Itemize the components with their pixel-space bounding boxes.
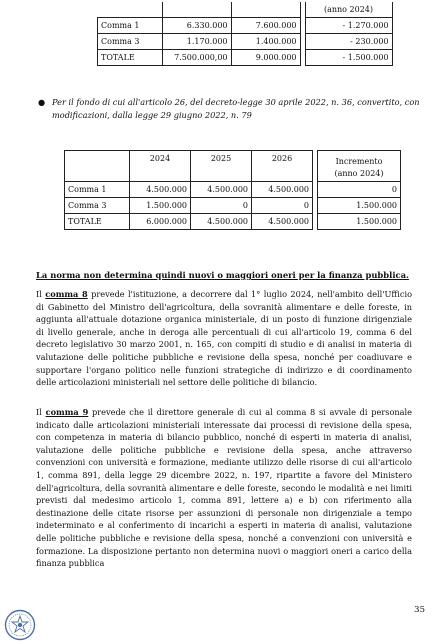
cell-value: 4.500.000	[130, 182, 191, 198]
cell-value: 4.500.000	[191, 182, 252, 198]
cell-value: 0	[252, 198, 313, 214]
cell-value: 1.400.000	[231, 34, 300, 50]
table-header-row	[65, 151, 401, 167]
cell-value: - 1.500.000	[305, 50, 392, 66]
column-header-anno: (anno 2024)	[305, 2, 392, 18]
cell-value: - 1.270.000	[305, 18, 392, 34]
cell-value: 1.500.000	[318, 214, 401, 230]
row-label: TOTALE	[65, 214, 130, 230]
cell-value: 7.500.000,00	[162, 50, 231, 66]
page-number: 35	[414, 605, 425, 615]
cell-value: 1.500.000	[318, 198, 401, 214]
cell-value: 0	[318, 182, 401, 198]
cell-value: 9.000.000	[231, 50, 300, 66]
emblem-seal-icon	[4, 609, 36, 641]
cell-value: 1.500.000	[130, 198, 191, 214]
table-row	[65, 198, 401, 214]
row-label: Comma 1	[98, 18, 163, 34]
table-header-row	[98, 2, 393, 18]
table-row	[65, 214, 401, 230]
section-heading: La norma non determina quindi nuovi o maggiori oneri per la finanza pubblica.	[36, 270, 409, 280]
table-row	[98, 50, 393, 66]
cell-value: 0	[191, 198, 252, 214]
bullet-item-fondo	[38, 96, 424, 122]
bullet-dot-icon: ●	[38, 97, 46, 107]
cell-value: 7.600.000	[231, 18, 300, 34]
cell-value: - 230.000	[305, 34, 392, 50]
table-row	[65, 182, 401, 198]
row-label: Comma 3	[65, 198, 130, 214]
cell-value: 4.500.000	[252, 182, 313, 198]
column-header: 2024	[130, 151, 191, 167]
table-row	[98, 18, 393, 34]
cell-value: 4.500.000	[252, 214, 313, 230]
paragraph-intro: Il	[36, 407, 42, 417]
cell-value: 6.000.000	[130, 214, 191, 230]
paragraph-comma-9	[36, 406, 412, 570]
bullet-text: Per il fondo di cui all'articolo 26, del decreto-legge 30 aprile 2022, n. 36, convertito, con modificazioni, dalla legge 29 giugno 2022, n. 79	[52, 97, 420, 120]
column-header-incremento: Incremento	[318, 151, 401, 167]
cell-value: 4.500.000	[191, 214, 252, 230]
paragraph-intro: Il	[36, 289, 42, 299]
column-header-anno: (anno 2024)	[318, 166, 401, 182]
budget-table-2	[64, 150, 401, 230]
table-header-row	[65, 166, 401, 182]
table-row	[98, 34, 393, 50]
comma-reference: comma 8	[45, 289, 88, 299]
cell-value: 1.170.000	[162, 34, 231, 50]
column-header: 2026	[252, 151, 313, 167]
budget-table-1	[97, 2, 393, 66]
paragraph-body: prevede l'istituzione, a decorrere dal 1° luglio 2024, nell'ambito dell'Ufficio di Gabinetto del Ministro dell'agricoltura, della sovranità alimentare e delle foreste, in aggiunta all'attuale dotazione organica ministeriale, di un posto di funzione dirigenziale di livello generale, anche in deroga alle percentuali di cui all'articolo 19, comma 6 del decreto legislativo 30 marzo 2001, n. 165, con compiti di studio e di analisi in materia di valutazione delle politiche pubbliche e revisione della spesa, nonché per coadiuvare e supportare l'organo politico nelle funzioni strategiche di indirizzo e di coordinamento delle articolazioni ministeriali nel settore delle politiche di bilancio.	[36, 289, 413, 388]
column-header: 2025	[191, 151, 252, 167]
row-label: Comma 1	[65, 182, 130, 198]
comma-reference: comma 9	[45, 407, 89, 417]
row-label: TOTALE	[98, 50, 163, 66]
cell-value: 6.330.000	[162, 18, 231, 34]
paragraph-body: prevede che il direttore generale di cui al comma 8 si avvale di personale indicato dalle articolazioni ministeriali interessate dai processi di revisione della spesa, con competenza in materia di bilancio pubblico, nonché di esperti in materia di analisi, valutazione delle politiche pubbliche e revisione della spesa, anche attraverso convenzioni con università e formazione, mediante utilizzo delle risorse di cui all'articolo 1, comma 891, della legge 29 dicembre 2022, n. 197, ripartite a favore del Ministero dell'agricoltura, della sovranità alimentare e delle foreste, secondo le modalità e nei limiti previsti dal medesimo articolo 1, comma 891, lettere a) e b) con riferimento alla destinazione delle citate risorse per assunzioni di personale non dirigenziale a tempo indeterminato e al conferimento di incarichi a esperti in materia di analisi, valutazione delle politiche pubbliche e revisione della spesa, nonché a convenzioni con università e formazione. La disposizione pertanto non determina nuovi o maggiori oneri a carico della finanza pubblica	[36, 407, 412, 569]
paragraph-comma-8	[36, 288, 412, 389]
row-label: Comma 3	[98, 34, 163, 50]
